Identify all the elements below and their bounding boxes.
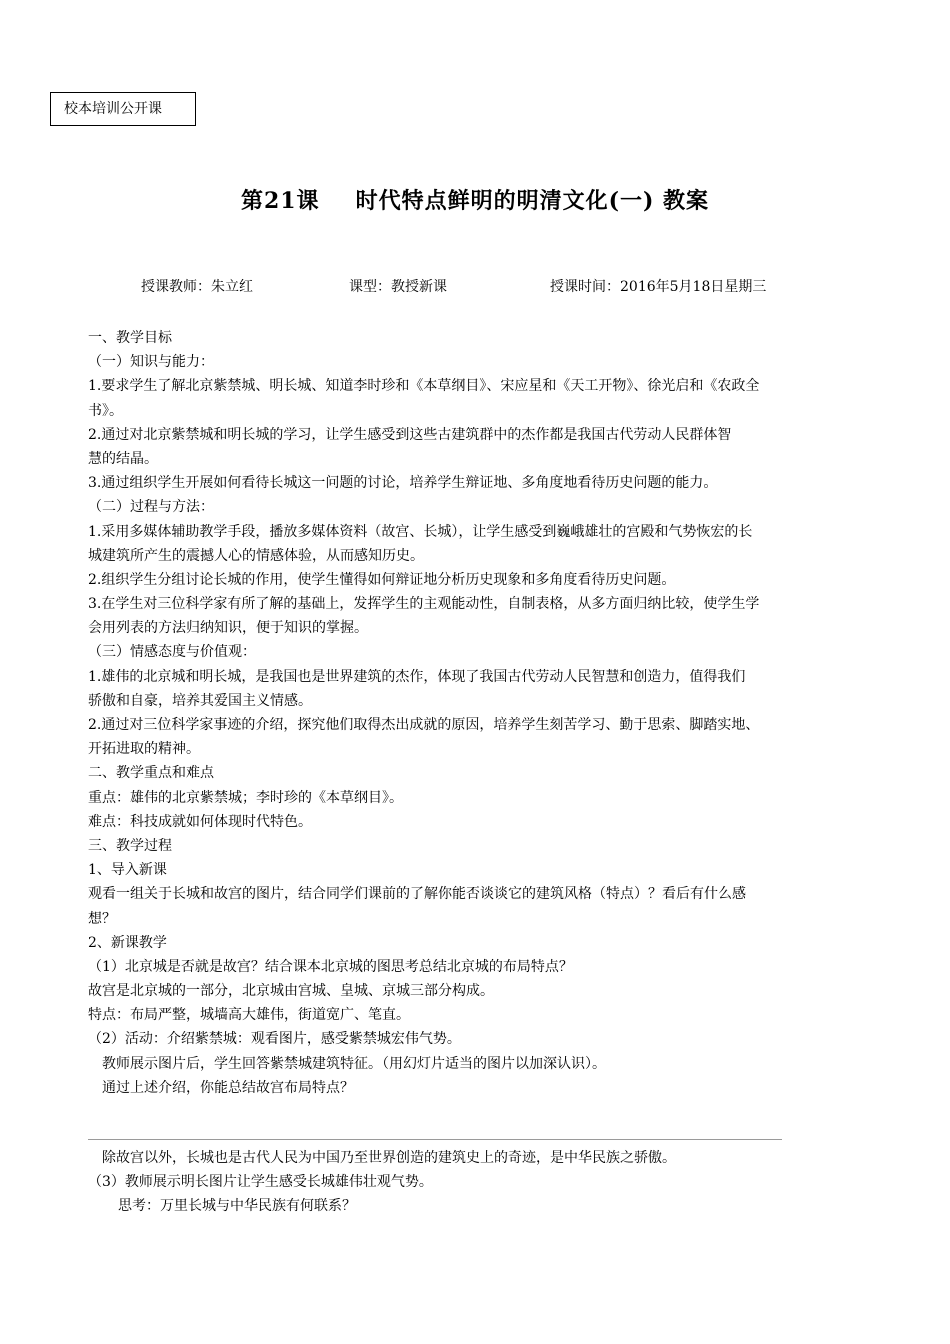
lesson-name: 时代特点鲜明的明清文化(一) 教案 [355, 188, 710, 214]
body-line: 2.通过对三位科学家事迹的介绍，探究他们取得杰出成就的原因，培养学生刻苦学习、勤于思索、脚踏实地、 [88, 717, 760, 733]
section-divider [88, 1139, 782, 1140]
body-line: 开拓进取的精神。 [88, 741, 200, 758]
body-line: 2.通过对北京紫禁城和明长城的学习，让学生感受到这些古建筑群中的杰作都是我国古代劳动人民群体智 [88, 426, 732, 443]
body-line: （二）过程与方法： [88, 499, 214, 516]
page-title [0, 184, 950, 215]
body-line: 骄傲和自豪，培养其爱国主义情感。 [88, 692, 312, 709]
body-line: 特点：布局严整，城墙高大雄伟，街道宽广、笔直。 [88, 1007, 410, 1024]
class-time-info: 授课时间：2016年5月18日星期三 [550, 279, 767, 295]
body-line: 除故宫以外，长城也是古代人民为中国乃至世界创造的建筑史上的奇迹，是中华民族之骄傲。 [102, 1150, 676, 1166]
training-tag-box: 校本培训公开课 [50, 92, 196, 126]
lesson-body-continued [88, 1146, 878, 1219]
class-type-info: 课型：教授新课 [349, 279, 447, 295]
lesson-number: 第21课 [240, 188, 320, 214]
body-line: （三）情感态度与价值观： [88, 644, 256, 661]
body-line: 慧的结晶。 [88, 450, 158, 467]
body-line: （一）知识与能力： [88, 354, 214, 371]
lesson-body [88, 326, 878, 1100]
body-line: 会用列表的方法归纳知识，便于知识的掌握。 [88, 620, 368, 637]
body-line: 观看一组关于长城和故宫的图片，结合同学们课前的了解你能否谈谈它的建筑风格（特点）？看后有什么感 [88, 886, 746, 903]
body-line: 1.雄伟的北京城和明长城，是我国也是世界建筑的杰作，体现了我国古代劳动人民智慧和创造力，值得我们 [88, 668, 746, 685]
body-line: 通过上述介绍，你能总结故宫布局特点？ [102, 1079, 354, 1096]
body-line: 难点：科技成就如何体现时代特色。 [88, 813, 312, 830]
body-line: 3.在学生对三位科学家有所了解的基础上，发挥学生的主观能动性，自制表格，从多方面归纳比较，使学生学 [88, 596, 760, 613]
body-line: 重点：雄伟的北京紫禁城；李时珍的《本草纲目》。 [88, 789, 403, 806]
body-line: 故宫是北京城的一部分，北京城由宫城、皇城、京城三部分构成。 [88, 983, 494, 1000]
body-line: 思考：万里长城与中华民族有何联系？ [118, 1198, 356, 1215]
body-line: 教师展示图片后，学生回答紫禁城建筑特征。（用幻灯片适当的图片以加深认识）。 [102, 1055, 606, 1072]
body-line: 3.通过组织学生开展如何看待长城这一问题的讨论，培养学生辩证地、多角度地看待历史问题的能力。 [88, 475, 718, 492]
body-line: （1）北京城是否就是故宫？结合课本北京城的图思考总结北京城的布局特点？ [88, 958, 573, 975]
body-line: 1.采用多媒体辅助教学手段，播放多媒体资料（故宫、长城），让学生感受到巍峨雄壮的宫殿和气势恢宏的长 [88, 523, 753, 540]
body-line: 2.组织学生分组讨论长城的作用，使学生懂得如何辩证地分析历史现象和多角度看待历史问题。 [88, 571, 676, 588]
body-line: 1、导入新课 [88, 862, 167, 879]
body-line: 书》。 [88, 402, 123, 419]
body-line: 1.要求学生了解北京紫禁城、明长城、知道李时珍和《本草纲目》、宋应星和《天工开物》、徐光启和《农政全 [88, 378, 760, 395]
body-line: 2、新课教学 [88, 934, 167, 951]
body-line: 城建筑所产生的震撼人心的情感体验，从而感知历史。 [88, 547, 424, 564]
body-line: （3）教师展示明长图片让学生感受长城雄伟壮观气势。 [88, 1174, 433, 1191]
body-line: 一、教学目标 [88, 330, 172, 346]
body-line: 想？ [88, 910, 116, 927]
body-line: 三、教学过程 [88, 837, 172, 854]
body-line: （2）活动：介绍紫禁城：观看图片，感受紫禁城宏伟气势。 [88, 1031, 461, 1048]
body-line: 二、教学重点和难点 [88, 765, 214, 782]
teacher-info: 授课教师：朱立红 [141, 279, 253, 295]
